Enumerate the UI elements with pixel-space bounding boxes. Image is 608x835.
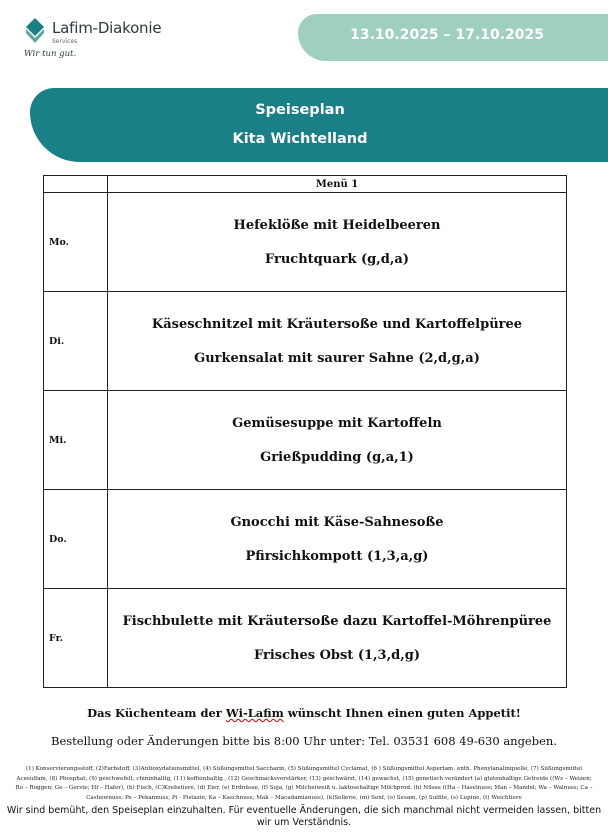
- meal-main: Gemüsesuppe mit Kartoffeln: [232, 415, 442, 431]
- day-label: Di.: [44, 292, 108, 391]
- table-row: [44, 391, 567, 490]
- meal-cell: [108, 490, 567, 589]
- meal-side: Frisches Obst (1,3,d,g): [253, 647, 420, 663]
- menu-column-header: Menü 1: [108, 176, 567, 193]
- meal-side: Pfirsichkompott (1,3,a,g): [245, 548, 429, 564]
- order-info: Bestellung oder Änderungen bitte bis 8:00 Uhr unter: Tel. 03531 608 49-630 angeben.: [51, 734, 557, 748]
- table-row: [44, 490, 567, 589]
- day-label: Do.: [44, 490, 108, 589]
- day-label: Mo.: [44, 193, 108, 292]
- table-header-row: [44, 176, 567, 193]
- meal-main: Käseschnitzel mit Kräutersoße und Kartoffelpüree: [151, 316, 523, 332]
- meal-side: Fruchtquark (g,d,a): [265, 251, 409, 267]
- company-logo: [22, 16, 192, 66]
- meal-side: Gurkensalat mit saurer Sahne (2,d,g,a): [194, 350, 480, 366]
- appetit-message: [0, 706, 608, 720]
- date-banner: [298, 14, 608, 61]
- logo-sub: Services: [52, 38, 78, 45]
- change-notice: Wir sind bemüht, den Speiseplan einzuhalten. Für eventuelle Änderungen, die sich manchmal nicht vermeiden lassen, bitten wir um Verständnis.: [6, 805, 602, 828]
- table-row: [44, 193, 567, 292]
- logo-name: Lafim-Diakonie: [52, 19, 162, 37]
- day-column-header: [44, 176, 108, 193]
- logo-slogan: Wir tun gut.: [24, 49, 77, 59]
- allergen-legend: (1) Konservierungsstoff, (2)Farbstoff, (3)Antioxydationsmittel, (4) Süßungsmittel Saccharin, (5) Süßungsmittel Cyclamat, (6 ) Süßungsmittel Aspertam, enth. Phenylanalinquelle, (7) Süßungsmittel Acesulfam, (8) Phosphat, (9) geschwefelt, chininhaltig, (11) koffeinhaltig , (12) Geschmacksverstärker, (13) geschwärzt, (14) gewachst, (15) genetisch verändert (a) glutenhaltige Getreide ((Wz – Weizen; Ro – Roggen; Ge – Gerste; Hf – Hafer), (b) Fisch, (C)Krebstiere, (d) Eier, (e) Erdnüsse, (f) Soja, (g) Milcheiweiß u. laktosehaltige Milchprod. (h) Nüsse ((Ha – Haselnuss; Man – Mandel; Wa – Walnuss; Ca – Cashewnuss; Pe – Pekannuss; Pi - Pistazie; Ka – Kaschnuss; Mak – Macadamianuss), (k)Sellerie, (m) Senf, (o) Sesam, (p) Sulfite, (s) Lupine, (t) Weichtiere: [15, 766, 593, 802]
- meal-main: Gnocchi mit Käse-Sahnesoße: [230, 514, 444, 530]
- meal-cell: [108, 589, 567, 688]
- date-range: 13.10.2025 – 17.10.2025: [350, 27, 544, 43]
- meal-cell: [108, 391, 567, 490]
- appetit-text-end: wünscht Ihnen einen guten Appetit!: [283, 706, 521, 720]
- day-label: Mi.: [44, 391, 108, 490]
- page-subtitle: Kita Wichtelland: [232, 131, 368, 147]
- appetit-text-start: Das Küchenteam der: [87, 706, 226, 720]
- page-title: Speiseplan: [255, 102, 345, 118]
- day-label: Fr.: [44, 589, 108, 688]
- meal-side: Grießpudding (g,a,1): [260, 449, 414, 465]
- table-row: [44, 589, 567, 688]
- lafim-leaf-icon: [22, 16, 48, 46]
- title-banner: [30, 88, 608, 162]
- meal-main: Hefeklöße mit Heidelbeeren: [233, 217, 441, 233]
- table-row: [44, 292, 567, 391]
- meal-cell: [108, 292, 567, 391]
- appetit-brand: Wi-Lafim: [225, 706, 284, 720]
- meal-main: Fischbulette mit Kräutersoße dazu Kartoffel-Möhrenpüree: [122, 613, 552, 629]
- meal-cell: [108, 193, 567, 292]
- menu-table: [43, 175, 567, 688]
